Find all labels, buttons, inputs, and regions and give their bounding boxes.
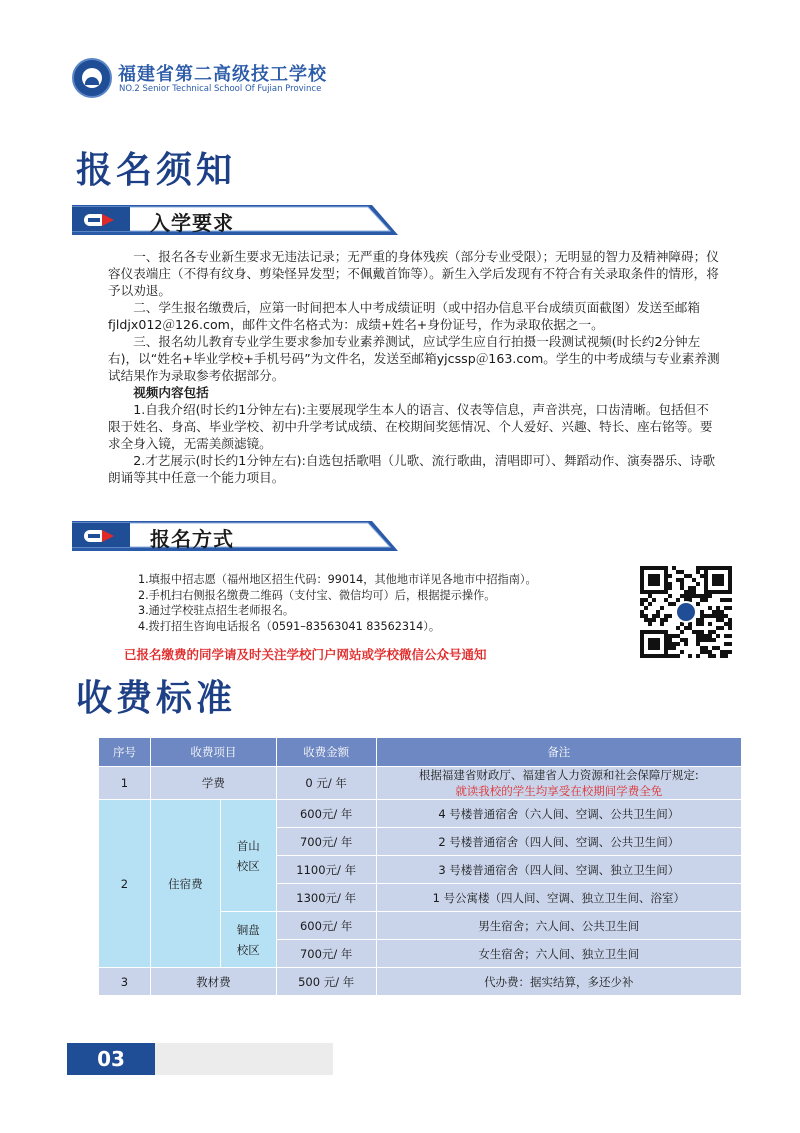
- note-line-1: 根据福建省财政厅、福建省人力资源和社会保障厅规定:: [418, 768, 699, 782]
- school-name-en: NO.2 Senior Technical School Of Fujian Province: [119, 84, 322, 94]
- cell-note: [376, 767, 741, 800]
- section-bar-bg: [72, 203, 398, 237]
- cell-item: 住宿费: [150, 800, 220, 968]
- cell-note: 男生宿舍；六人间、公共卫生间: [376, 912, 741, 940]
- page-footer: [67, 1043, 333, 1075]
- table-row: [99, 968, 742, 996]
- section-bar-methods: [72, 519, 398, 553]
- cell-campus-tongpan: 铜盘 校区: [220, 912, 276, 968]
- cell-note: 代办费：据实结算，多还少补: [376, 968, 741, 996]
- cell-amount: 600元/ 年: [276, 912, 376, 940]
- header-item: 收费项目: [150, 738, 276, 767]
- table-row: [99, 767, 742, 800]
- pencil-icon: [82, 209, 116, 231]
- cell-no: 3: [99, 968, 151, 996]
- header-no: 序号: [99, 738, 151, 767]
- fee-table: [98, 737, 742, 996]
- cell-amount: 700元/ 年: [276, 940, 376, 968]
- registration-methods-list: [138, 572, 618, 634]
- cell-amount: 0 元/ 年: [276, 767, 376, 800]
- cell-note: 2 号楼普通宿舍（四人间、空调、公共卫生间）: [376, 828, 741, 856]
- section-label-requirements: 入学要求: [150, 211, 234, 235]
- school-logo: [72, 58, 112, 98]
- table-header-row: [99, 738, 742, 767]
- cell-note: 1 号公寓楼（四人间、空调、独立卫生间、浴室）: [376, 884, 741, 912]
- requirements-text: [108, 248, 720, 486]
- header-amount: 收费金额: [276, 738, 376, 767]
- notice-text: 已报名缴费的同学请及时关注学校门户网站或学校微信公众号通知: [124, 647, 487, 662]
- method-item-4: 4.拨打招生咨询电话报名（0591–83563041 83562314）。: [138, 619, 441, 633]
- fees-title: 收费标准: [76, 678, 237, 719]
- school-header: [72, 58, 392, 102]
- cell-amount: 500 元/ 年: [276, 968, 376, 996]
- requirement-paragraph-2: 二、学生报名缴费后，应第一时间把本人中考成绩证明（或中招办信息平台成绩页面截图）发送至邮箱fjldjx012＠126.com，邮件文件名格式为：成绩+姓名+身份证号，作为录取依据之一。: [108, 300, 700, 332]
- cell-item: 教材费: [150, 968, 276, 996]
- cell-note: 4 号楼普通宿舍（六人间、空调、公共卫生间）: [376, 800, 741, 828]
- cell-campus-shoushan: 首山 校区: [220, 800, 276, 912]
- cell-note: 女生宿舍；六人间、独立卫生间: [376, 940, 741, 968]
- requirement-paragraph-3: 三、报名幼儿教育专业学生要求参加专业素养测试，应试学生应自行拍摄一段测试视频(时长约2分钟左右)，以“姓名+毕业学校+手机号码”为文件名，发送至邮箱yjcssp＠163.com。学生的中考成绩与专业素养测试结果作为录取参考依据部分。: [108, 334, 720, 383]
- table-row: [99, 800, 742, 828]
- cell-amount: 600元/ 年: [276, 800, 376, 828]
- note-line-2: 就读我校的学生均享受在校期间学费全免: [455, 784, 663, 798]
- cell-amount: 1100元/ 年: [276, 856, 376, 884]
- method-item-3: 3.通过学校驻点招生老师报名。: [138, 604, 295, 617]
- cell-item: 学费: [150, 767, 276, 800]
- method-item-2: 2.手机扫右侧报名缴费二维码（支付宝、微信均可）后，根据提示操作。: [138, 588, 496, 602]
- footer-bar: [155, 1043, 333, 1075]
- section-label-methods: 报名方式: [150, 527, 234, 551]
- page-number: 03: [67, 1043, 155, 1075]
- payment-qr-code[interactable]: [638, 566, 734, 658]
- video-content-heading: 视频内容包括: [133, 385, 209, 400]
- video-item-1: 1.自我介绍(时长约1分钟左右):主要展现学生本人的语言、仪表等信息，声音洪亮，口齿清晰。包括但不限于姓名、身高、毕业学校、初中升学考试成绩、在校期间奖惩情况、个人爱好、兴趣、特长、座右铭等。要求全身入镜，无需美颜滤镜。: [108, 402, 713, 451]
- section-bar-bg: [72, 519, 398, 553]
- method-item-1: 1.填报中招志愿（福州地区招生代码：99014，其他地市详见各地市中招指南）。: [138, 573, 537, 586]
- header-note: 备注: [376, 738, 741, 767]
- video-item-2: 2.才艺展示(时长约1分钟左右):自选包括歌唱（儿歌、流行歌曲，清唱即可）、舞蹈动作、演奏器乐、诗歌朗诵等其中任意一个能力项目。: [108, 453, 716, 485]
- requirement-paragraph-1: 一、报名各专业新生要求无违法记录；无严重的身体残疾（部分专业受限）；无明显的智力及精神障碍；仪容仪表端庄（不得有纹身、剪染怪异发型；不佩戴首饰等）。新生入学后发现有不符合有关录取条件的情形，将予以劝退。: [108, 249, 719, 298]
- registration-title: 报名须知: [76, 150, 237, 191]
- cell-note: 3 号楼普通宿舍（四人间、空调、独立卫生间）: [376, 856, 741, 884]
- pencil-icon: [82, 525, 116, 547]
- cell-amount: 700元/ 年: [276, 828, 376, 856]
- cell-no: 1: [99, 767, 151, 800]
- cell-no: 2: [99, 800, 151, 968]
- school-name-cn: 福建省第二高级技工学校: [118, 64, 327, 85]
- cell-amount: 1300元/ 年: [276, 884, 376, 912]
- section-bar-requirements: [72, 203, 398, 237]
